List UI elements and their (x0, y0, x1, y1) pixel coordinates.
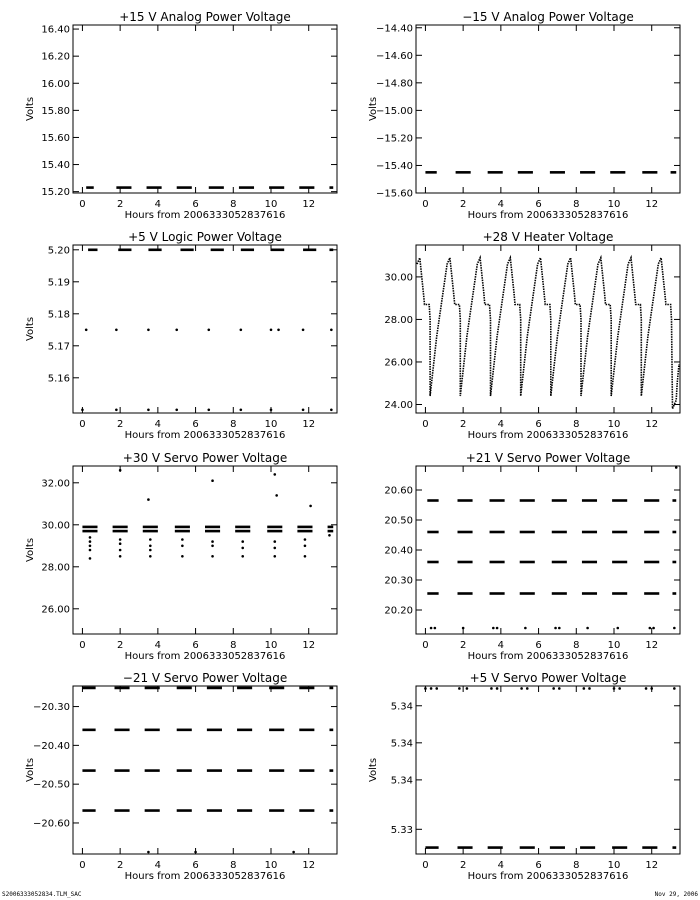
y-axis-label: Volts (25, 537, 36, 563)
data-point (466, 687, 469, 690)
data-point (458, 687, 461, 690)
data-point (496, 627, 499, 630)
data-point (273, 540, 276, 543)
chart-title: −15 V Analog Power Voltage (462, 10, 634, 24)
data-point (496, 687, 499, 690)
chart-title: +28 V Heater Voltage (482, 230, 614, 244)
data-point (645, 687, 648, 690)
data-point (492, 627, 495, 630)
data-point (309, 505, 312, 508)
x-axis-label: Hours from 2006333052837616 (467, 210, 629, 221)
x-tick-label: 12 (302, 640, 316, 651)
x-tick-label: 8 (230, 419, 237, 430)
data-point (207, 329, 210, 332)
data-point (81, 409, 84, 412)
x-tick-label: 4 (497, 640, 505, 651)
plot-frame (73, 245, 337, 413)
data-point (115, 409, 118, 412)
x-tick-label: 10 (264, 860, 278, 871)
data-point (616, 627, 619, 630)
data-point (211, 555, 214, 558)
y-tick-label: −20.60 (32, 818, 70, 830)
x-tick-label: 8 (230, 640, 237, 651)
x-tick-label: 4 (154, 419, 162, 430)
chart-title: +30 V Servo Power Voltage (122, 451, 288, 465)
x-tick-label: 6 (192, 640, 199, 651)
y-tick-label: 26.00 (384, 357, 413, 369)
y-tick-label: 30.00 (41, 520, 70, 532)
plot-frame (73, 466, 337, 634)
data-point (181, 545, 184, 548)
x-tick-label: 12 (302, 199, 316, 210)
y-tick-label: 20.30 (384, 575, 413, 587)
plot-frame (73, 686, 337, 854)
data-point (435, 687, 438, 690)
x-tick-label: 0 (422, 860, 429, 871)
data-point (430, 627, 433, 630)
data-point (650, 687, 653, 690)
data-point (119, 549, 122, 552)
data-point (85, 329, 88, 332)
plot-frame (416, 245, 680, 413)
data-point (115, 329, 118, 332)
x-tick-label: 8 (230, 860, 237, 871)
y-tick-label: 20.40 (384, 545, 413, 557)
footer-filename: S2006333052834.TLM_SAC (2, 891, 82, 898)
plot-frame (416, 25, 680, 193)
x-tick-label: 8 (230, 199, 237, 210)
y-tick-label: −14.80 (375, 78, 413, 90)
data-point (241, 547, 244, 550)
data-point (277, 329, 280, 332)
data-point (673, 687, 676, 690)
data-point (302, 329, 305, 332)
plot-frame (73, 25, 337, 193)
data-line (417, 258, 679, 409)
x-axis-label: Hours from 2006333052837616 (124, 651, 286, 662)
y-tick-label: −14.60 (375, 50, 413, 62)
x-tick-label: 8 (573, 640, 580, 651)
data-point (520, 687, 523, 690)
x-tick-label: 6 (535, 419, 542, 430)
y-tick-label: −15.60 (375, 188, 413, 200)
y-tick-label: 5.34 (390, 738, 413, 750)
chart-panel (368, 10, 680, 221)
data-point (270, 409, 273, 412)
y-axis-label: Volts (25, 757, 36, 783)
data-point (270, 329, 273, 332)
x-tick-label: 0 (422, 640, 429, 651)
data-point (330, 329, 333, 332)
data-point (241, 555, 244, 558)
y-axis-label: Volts (368, 757, 379, 783)
x-tick-label: 4 (154, 860, 162, 871)
y-axis-label: Volts (368, 96, 379, 122)
x-tick-label: 4 (154, 640, 162, 651)
chart-panel (384, 451, 680, 662)
chart-panel (25, 10, 337, 221)
x-tick-label: 6 (535, 199, 542, 210)
x-tick-label: 2 (459, 199, 467, 210)
x-tick-label: 12 (645, 199, 659, 210)
chart-panel (25, 671, 337, 882)
data-point (147, 329, 150, 332)
chart-title: +15 V Analog Power Voltage (119, 10, 291, 24)
data-point (240, 409, 243, 412)
x-tick-label: 0 (79, 199, 86, 210)
y-tick-label: 15.20 (41, 187, 70, 199)
data-point (588, 687, 591, 690)
data-point (89, 557, 92, 560)
y-tick-label: 15.40 (41, 160, 70, 172)
y-tick-label: 28.00 (41, 562, 70, 574)
y-tick-label: 5.16 (47, 373, 70, 385)
x-tick-label: 12 (302, 419, 316, 430)
data-point (147, 409, 150, 412)
x-axis-label: Hours from 2006333052837616 (467, 651, 629, 662)
x-tick-label: 0 (422, 419, 429, 430)
data-point (181, 555, 184, 558)
y-tick-label: −14.40 (375, 23, 413, 35)
data-point (304, 545, 307, 548)
x-tick-label: 0 (422, 199, 429, 210)
x-tick-label: 6 (192, 860, 199, 871)
data-point (524, 627, 527, 630)
x-tick-label: 10 (607, 419, 621, 430)
plot-frame (416, 686, 680, 854)
x-tick-label: 0 (79, 860, 86, 871)
data-point (149, 549, 152, 552)
x-tick-label: 0 (79, 640, 86, 651)
x-axis-label: Hours from 2006333052837616 (124, 210, 286, 221)
y-tick-label: 5.20 (47, 245, 70, 257)
data-point (119, 538, 122, 541)
x-tick-label: 4 (497, 199, 505, 210)
data-point (652, 627, 655, 630)
x-tick-label: 10 (264, 199, 278, 210)
data-point (89, 545, 92, 548)
y-tick-label: 5.17 (47, 341, 70, 353)
x-tick-label: 2 (116, 860, 124, 871)
data-point (586, 627, 589, 630)
chart-panel (384, 230, 680, 441)
y-tick-label: −15.00 (375, 105, 413, 117)
x-tick-label: 6 (192, 419, 199, 430)
data-point (241, 540, 244, 543)
footer-date: Nov 29, 2006 (654, 891, 698, 898)
data-point (434, 627, 437, 630)
data-point (89, 549, 92, 552)
y-tick-label: −15.20 (375, 133, 413, 145)
x-tick-label: 12 (302, 860, 316, 871)
data-point (292, 851, 295, 854)
x-tick-label: 10 (264, 640, 278, 651)
x-tick-label: 12 (645, 640, 659, 651)
data-point (275, 494, 278, 497)
data-point (618, 687, 621, 690)
x-tick-label: 10 (607, 860, 621, 871)
x-tick-label: 2 (459, 860, 467, 871)
y-tick-label: 15.80 (41, 105, 70, 117)
data-point (554, 627, 557, 630)
data-point (175, 329, 178, 332)
x-tick-label: 8 (573, 860, 580, 871)
data-point (613, 687, 616, 690)
chart-title: −21 V Servo Power Voltage (122, 671, 288, 685)
data-point (211, 479, 214, 482)
y-tick-label: 5.34 (390, 701, 413, 713)
data-point (558, 627, 561, 630)
x-axis-label: Hours from 2006333052837616 (467, 430, 629, 441)
data-point (119, 542, 122, 545)
y-tick-label: 30.00 (384, 272, 413, 284)
y-axis-label: Volts (25, 96, 36, 122)
x-tick-label: 2 (459, 640, 467, 651)
data-point (207, 409, 210, 412)
y-tick-label: 20.20 (384, 605, 413, 617)
data-point (273, 555, 276, 558)
x-tick-label: 2 (116, 419, 124, 430)
y-tick-label: 5.18 (47, 309, 70, 321)
chart-title: +5 V Servo Power Voltage (469, 671, 627, 685)
x-axis-label: Hours from 2006333052837616 (467, 871, 629, 882)
x-tick-label: 6 (535, 640, 542, 651)
y-tick-label: 32.00 (41, 478, 70, 490)
x-tick-label: 12 (645, 419, 659, 430)
data-point (304, 555, 307, 558)
y-tick-label: 5.34 (390, 775, 413, 787)
data-point (526, 687, 529, 690)
data-point (89, 540, 92, 543)
data-point (462, 627, 465, 630)
x-tick-label: 2 (116, 199, 124, 210)
data-point (147, 498, 150, 501)
data-point (211, 545, 214, 548)
data-point (273, 473, 276, 476)
data-point (149, 538, 152, 541)
data-point (89, 536, 92, 539)
y-tick-label: 20.60 (384, 485, 413, 497)
data-point (302, 409, 305, 412)
y-tick-label: 5.33 (390, 824, 413, 836)
plot-frame (416, 466, 680, 634)
y-tick-label: 16.40 (41, 24, 70, 36)
x-tick-label: 8 (573, 419, 580, 430)
y-tick-label: 16.20 (41, 51, 70, 63)
data-point (149, 555, 152, 558)
y-tick-label: 28.00 (384, 314, 413, 326)
data-point (273, 547, 276, 550)
data-point (240, 329, 243, 332)
x-tick-label: 4 (497, 419, 505, 430)
y-tick-label: 24.00 (384, 399, 413, 411)
x-tick-label: 8 (573, 199, 580, 210)
data-point (649, 627, 652, 630)
x-tick-label: 6 (192, 199, 199, 210)
x-tick-label: 4 (497, 860, 505, 871)
y-axis-label: Volts (25, 316, 36, 342)
chart-panel (25, 451, 337, 662)
chart-title: +5 V Logic Power Voltage (128, 230, 282, 244)
y-tick-label: −15.40 (375, 160, 413, 172)
data-point (490, 687, 493, 690)
data-point (552, 687, 555, 690)
x-tick-label: 10 (607, 199, 621, 210)
data-point (175, 409, 178, 412)
y-tick-label: −20.40 (32, 740, 70, 752)
y-tick-label: 15.60 (41, 132, 70, 144)
x-tick-label: 0 (79, 419, 86, 430)
x-tick-label: 6 (535, 860, 542, 871)
data-point (675, 466, 678, 469)
data-point (330, 409, 333, 412)
y-tick-label: 16.00 (41, 78, 70, 90)
y-tick-label: 20.50 (384, 515, 413, 527)
data-point (211, 540, 214, 543)
chart-panel (368, 671, 680, 882)
x-axis-label: Hours from 2006333052837616 (124, 430, 286, 441)
data-point (424, 687, 427, 690)
data-point (673, 627, 676, 630)
data-point (328, 534, 331, 537)
x-tick-label: 12 (645, 860, 659, 871)
x-tick-label: 4 (154, 199, 162, 210)
data-point (583, 687, 586, 690)
y-tick-label: −20.30 (32, 702, 70, 714)
x-tick-label: 10 (607, 640, 621, 651)
y-tick-label: 26.00 (41, 604, 70, 616)
y-tick-label: 5.19 (47, 277, 70, 289)
data-point (194, 851, 197, 854)
y-tick-label: −20.50 (32, 779, 70, 791)
chart-panel (25, 230, 337, 441)
data-point (119, 555, 122, 558)
chart-title: +21 V Servo Power Voltage (465, 451, 631, 465)
data-point (119, 469, 122, 472)
x-tick-label: 10 (264, 419, 278, 430)
x-axis-label: Hours from 2006333052837616 (124, 871, 286, 882)
x-tick-label: 2 (116, 640, 124, 651)
x-tick-label: 2 (459, 419, 467, 430)
data-point (304, 538, 307, 541)
data-point (149, 545, 152, 548)
data-point (147, 851, 150, 854)
data-point (558, 687, 561, 690)
data-point (430, 687, 433, 690)
data-point (181, 538, 184, 541)
